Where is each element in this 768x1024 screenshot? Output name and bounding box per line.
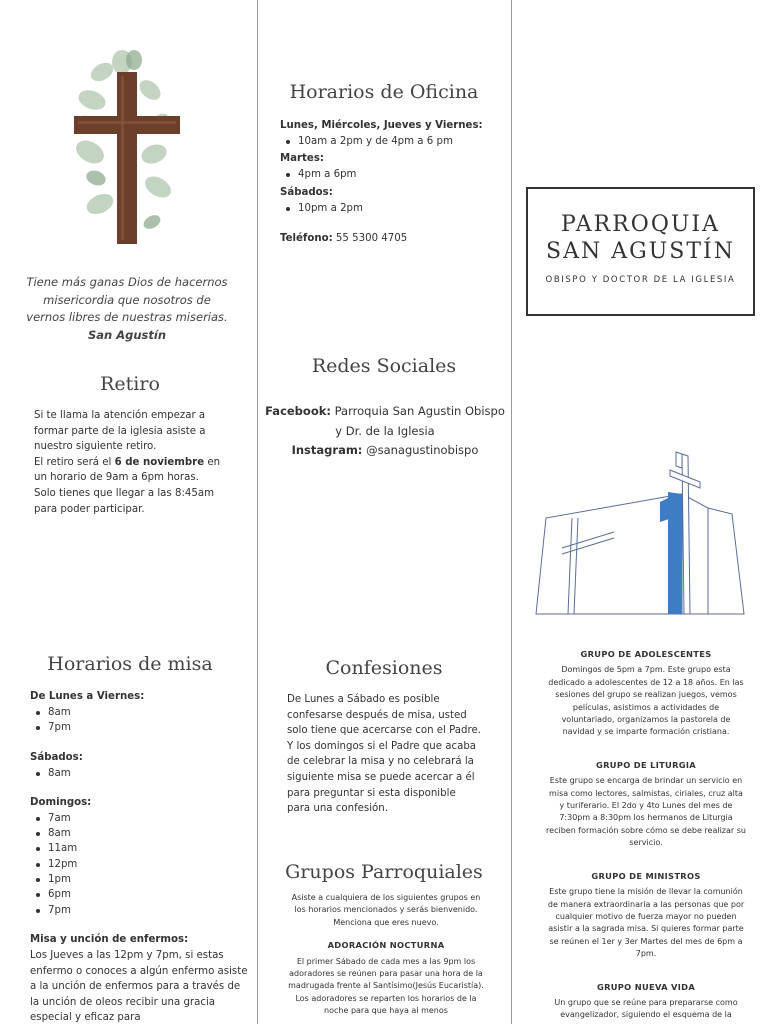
- group-text-adolescentes: Domingos de 5pm a 7pm. Este grupo esta dedicado a adolescentes de 12 a 18 años. En las sesiones del grupo se realizan juegos, vemos películas, asistimos a actividades de voluntariado, organizamos la pastorela de navidad y se imparte formación cristiana.: [548, 665, 744, 737]
- retiro-line-2: [34, 455, 234, 486]
- group-text-nueva-vida: Un grupo que se reúne para prepararse como evangelizador, siguiendo el esquema de la: [554, 997, 738, 1020]
- confesiones-title: Confesiones: [325, 657, 443, 679]
- phone-number: 55 5300 4705: [335, 232, 408, 244]
- retiro-line-3: Solo tienes que llegar a las 8:45am para poder participar.: [34, 487, 215, 515]
- list-item: 7pm: [30, 903, 252, 918]
- redes-block: [265, 402, 505, 461]
- parish-title-box: [526, 187, 755, 316]
- phone-label: Teléfono:: [280, 232, 333, 244]
- list-item: 12pm: [30, 857, 252, 872]
- facebook-line: [265, 402, 505, 441]
- list-item: 10am a 2pm y de 4pm a 6 pm: [280, 134, 506, 149]
- misa-sunday-list: [30, 811, 252, 918]
- instagram-value: @sanagustinobispo: [366, 443, 479, 457]
- church-building-icon: [532, 448, 748, 618]
- grupos-title: Grupos Parroquiales: [285, 861, 483, 883]
- retiro-line-1: Si te llama la atención empezar a formar parte de la iglesia asiste a nuestro siguiente retiro.: [34, 410, 206, 453]
- oficina-days3-label: Sábados:: [280, 186, 333, 198]
- misa-uncion-text: Los Jueves a las 12pm y 7pm, si estas enfermo o conoces a algún enfermo asiste a la unción de enfermos para a través de la unción de oleos recibir una gracia especial y eficaz para: [30, 949, 248, 1024]
- grupos-col3-block: [546, 648, 746, 1024]
- instagram-label: Instagram:: [291, 443, 363, 457]
- retiro-text: [34, 408, 234, 517]
- cross-with-leaves-icon: [62, 42, 192, 252]
- misa-saturday-list: [30, 766, 252, 781]
- list-item: 4pm a 6pm: [280, 167, 506, 182]
- group-text-ministros: Este grupo tiene la misión de llevar la comunión de manera extraordinaria a las personas que por cualquier motivo de fuerza mayor no pueden asistir a la sagrada misa. Si quieres formar parte se reúnen el 1er y 3er Martes del mes de 6pm a 7pm.: [547, 887, 745, 959]
- list-item: 8am: [30, 826, 252, 841]
- group-title-nueva-vida: GRUPO NUEVA VIDA: [596, 981, 696, 992]
- parish-title-line-2: SAN AGUSTÍN: [546, 239, 735, 264]
- list-item: 7pm: [30, 720, 252, 735]
- instagram-line: [265, 441, 505, 461]
- group-title-liturgia: GRUPO DE LITURGIA: [596, 759, 696, 770]
- list-item: 10pm a 2pm: [280, 201, 506, 216]
- retiro-line-2-pre: El retiro será el: [34, 456, 115, 468]
- oficina-phone: [280, 233, 506, 244]
- adoracion-title: ADORACIÓN NOCTURNA: [327, 940, 445, 951]
- parish-title-line-1: PARROQUIA: [561, 212, 720, 237]
- column-divider-2: [511, 0, 512, 1024]
- oficina-title: Horarios de Oficina: [289, 81, 479, 103]
- column-divider-1: [257, 0, 258, 1024]
- group-title-adolescentes: GRUPO DE ADOLESCENTES: [580, 649, 712, 659]
- grupos-intro-block: [288, 892, 484, 1024]
- oficina-days1-list: [280, 134, 506, 149]
- misa-schedule: [30, 689, 252, 1024]
- misa-title: Horarios de misa: [47, 653, 213, 675]
- facebook-value: Parroquia San Agustin Obispo y Dr. de la Iglesia: [334, 404, 505, 438]
- list-item: 11am: [30, 841, 252, 856]
- retiro-line-2-post: en un horario de 9am a 6pm horas.: [34, 456, 221, 484]
- oficina-days2-label: Martes:: [280, 153, 324, 165]
- misa-saturday-label: Sábados:: [30, 751, 83, 763]
- confesiones-text: De Lunes a Sábado es posible confesarse después de misa, usted solo tiene que acercarse con el Padre. Y los domingos si el Padre que acaba de celebrar la misa y no celebrará la siguiente misa se puede acercar a él para preguntar si esta disponible para una confesión.: [287, 694, 481, 815]
- quote-text: Tiene más ganas Dios de hacernos misericordia que nosotros de vernos libres de nuestras miserias.: [26, 275, 228, 324]
- grupos-intro: Asiste a cualquiera de los siguientes grupos en los horarios mencionados y serás bienvenido. Menciona que eres nuevo.: [291, 893, 481, 927]
- group-text-liturgia: Este grupo se encarga de brindar un servicio en misa como lectores, salmistas, ciriales, cruz alta y turiferario. El 2do y 4to Lunes del mes de 7:30pm a 8:30pm los hermanos de Liturgia reciben formación sobre cómo se debe realizar su servicio.: [546, 776, 746, 848]
- quote-block: [22, 274, 232, 344]
- facebook-label: Facebook:: [265, 404, 331, 418]
- oficina-schedule: [280, 118, 506, 244]
- oficina-days2-list: [280, 167, 506, 182]
- misa-weekdays-label: De Lunes a Viernes:: [30, 691, 145, 702]
- redes-title: Redes Sociales: [311, 355, 457, 377]
- misa-uncion-label: Misa y unción de enfermos:: [30, 933, 189, 945]
- oficina-days3-list: [280, 201, 506, 216]
- list-item: 8am: [30, 705, 252, 720]
- misa-weekdays-list: [30, 705, 252, 736]
- adoracion-text: El primer Sábado de cada mes a las 9pm los adoradores se reúnen para pasar una hora de la madrugada frente al Santísimo(Jesús Eucaristía). Los adoradores se reparten los horarios de la noche para que haya al menos: [288, 956, 484, 1016]
- quote-author: San Agustín: [87, 327, 167, 342]
- list-item: 7am: [30, 811, 252, 826]
- retiro-date: 6 de noviembre: [114, 456, 205, 468]
- retiro-title: Retiro: [100, 373, 160, 395]
- parish-subtitle: OBISPO Y DOCTOR DE LA IGLESIA: [545, 275, 736, 285]
- oficina-days1-label: Lunes, Miércoles, Jueves y Viernes:: [280, 120, 483, 131]
- misa-sunday-label: Domingos:: [30, 796, 92, 808]
- list-item: 8am: [30, 766, 252, 781]
- list-item: 1pm: [30, 872, 252, 887]
- list-item: 6pm: [30, 887, 252, 902]
- group-title-ministros: GRUPO DE MINISTROS: [591, 870, 701, 881]
